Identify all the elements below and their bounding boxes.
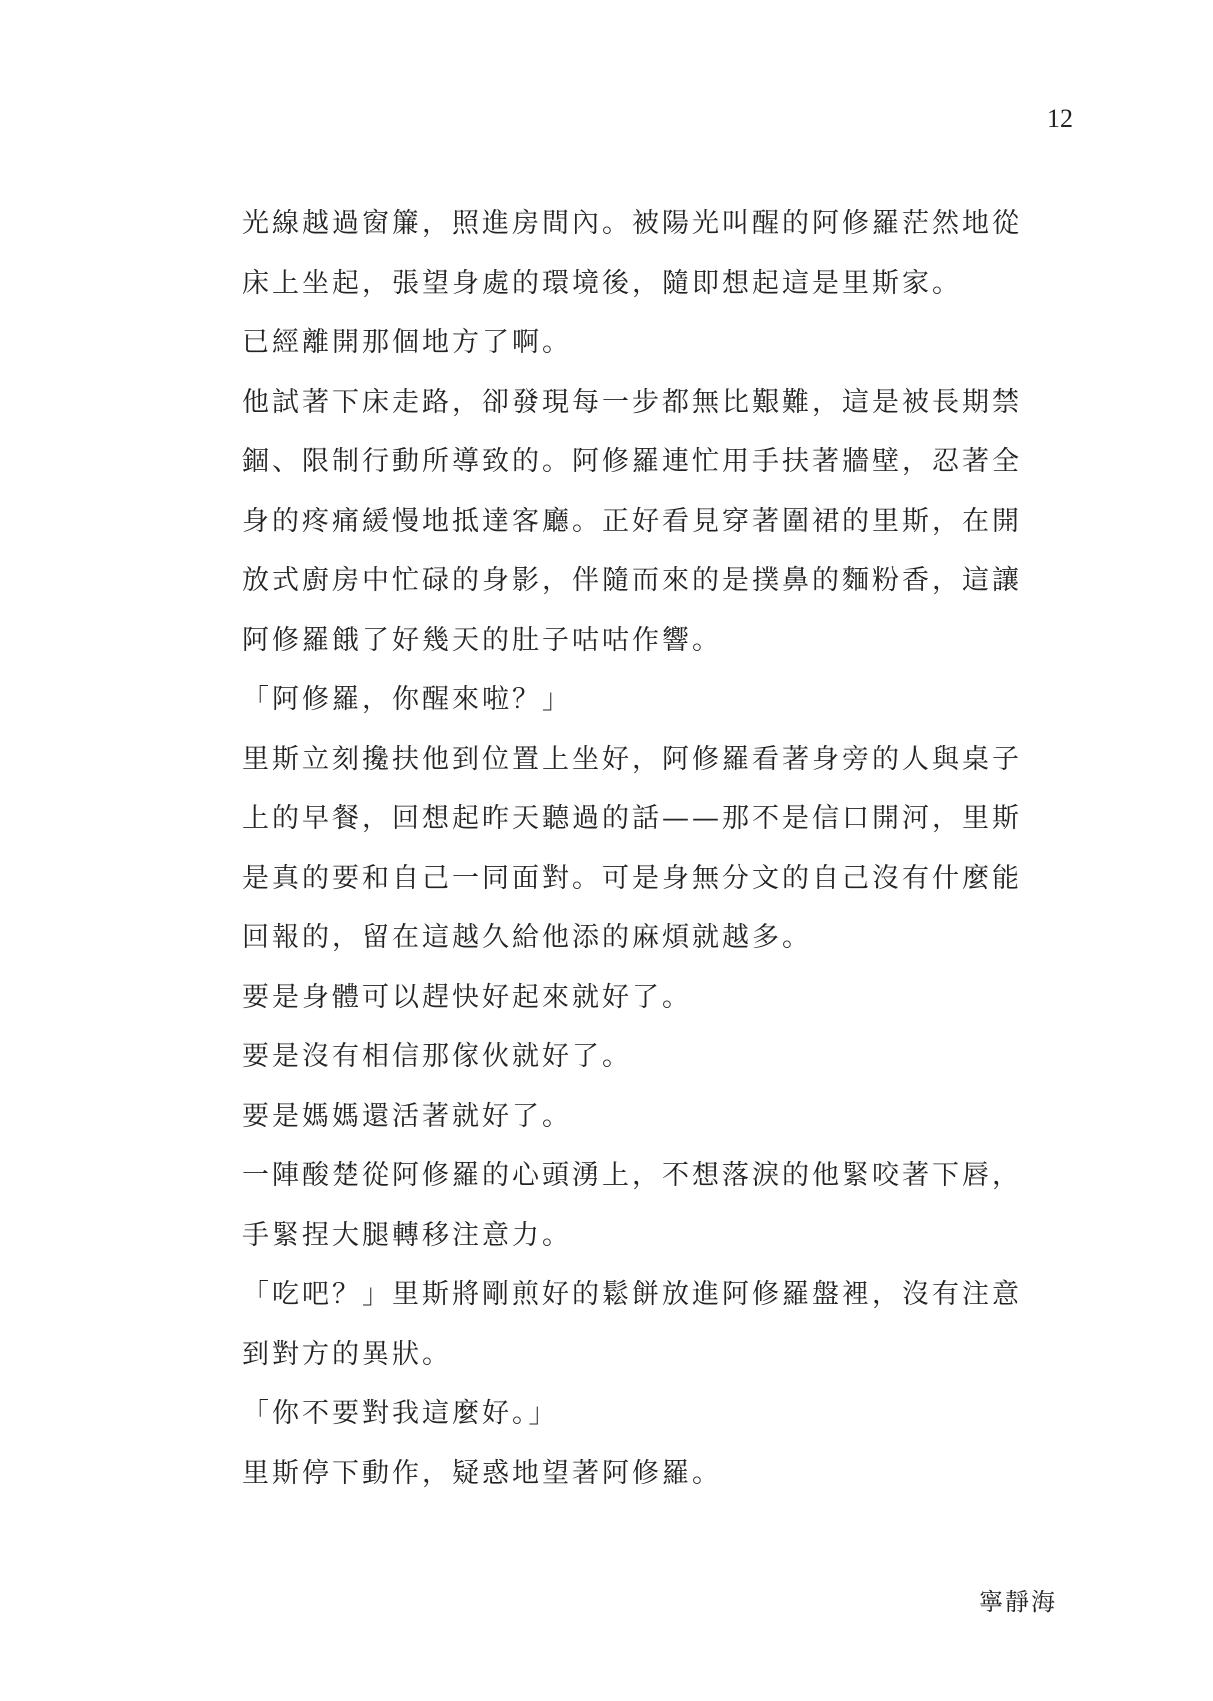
text-line: 放式廚房中忙碌的身影，伴隨而來的是撲鼻的麵粉香，這讓 bbox=[242, 565, 1022, 596]
text-line: 一陣酸楚從阿修羅的心頭湧上，不想落淚的他緊咬著下唇， bbox=[242, 1160, 1022, 1191]
text-line: 要是身體可以趕快好起來就好了。 bbox=[242, 981, 692, 1013]
text-line: 錮、限制行動所導致的。阿修羅連忙用手扶著牆壁，忍著全 bbox=[242, 446, 1022, 477]
text-line: 要是沒有相信那傢伙就好了。 bbox=[242, 1041, 632, 1072]
text-line: 「阿修羅，你醒來啦？」 bbox=[242, 684, 572, 715]
text-line: 身的疼痛緩慢地抵達客廳。正好看見穿著圍裙的里斯，在開 bbox=[242, 505, 1022, 537]
text-line: 已經離開那個地方了啊。 bbox=[242, 327, 572, 358]
body-text bbox=[242, 194, 1052, 1503]
text-line: 是真的要和自己一同面對。可是身無分文的自己沒有什麼能 bbox=[242, 862, 1022, 894]
text-line: 要是媽媽還活著就好了。 bbox=[242, 1100, 572, 1132]
text-line: 光線越過窗簾，照進房間內。被陽光叫醒的阿修羅茫然地從 bbox=[242, 208, 1022, 239]
text-line: 阿修羅餓了好幾天的肚子咕咕作響。 bbox=[242, 624, 722, 656]
footer-author: 寧靜海 bbox=[979, 1588, 1057, 1616]
text-line: 床上坐起，張望身處的環境後，隨即想起這是里斯家。 bbox=[242, 267, 962, 299]
text-line: 他試著下床走路，卻發現每一步都無比艱難，這是被長期禁 bbox=[242, 386, 1022, 418]
page-number: 12 bbox=[1047, 104, 1073, 133]
text-line: 回報的，留在這越久給他添的麻煩就越多。 bbox=[242, 922, 812, 953]
text-line: 到對方的異狀。 bbox=[242, 1338, 452, 1370]
text-line: 里斯停下動作，疑惑地望著阿修羅。 bbox=[242, 1457, 722, 1489]
text-line: 手緊捏大腿轉移注意力。 bbox=[242, 1219, 572, 1251]
text-line: 「吃吧？」里斯將剛煎好的鬆餅放進阿修羅盤裡，沒有注意 bbox=[242, 1279, 1022, 1310]
text-line: 上的早餐，回想起昨天聽過的話——那不是信口開河，里斯 bbox=[242, 803, 1022, 834]
text-line: 「你不要對我這麼好。」 bbox=[242, 1398, 559, 1429]
text-line: 里斯立刻攙扶他到位置上坐好，阿修羅看著身旁的人與桌子 bbox=[242, 743, 1022, 775]
